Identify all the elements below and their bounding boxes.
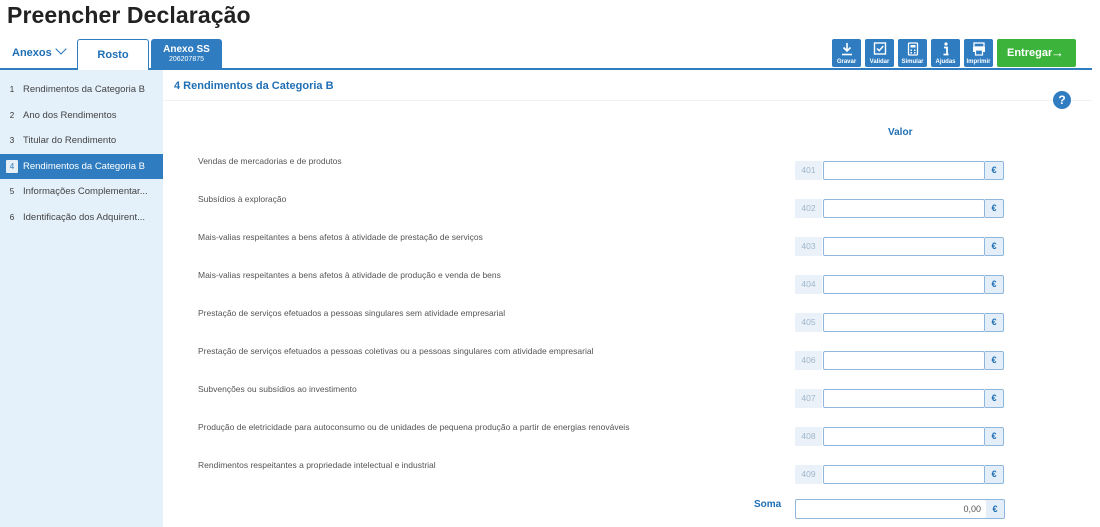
form-row-407: [198, 384, 1004, 422]
sidebar-item-informacoes-complementares[interactable]: [0, 179, 163, 205]
field-label: Subsídios à exploração: [198, 194, 287, 204]
value-input-401[interactable]: [823, 161, 985, 180]
euro-suffix: €: [985, 427, 1004, 446]
sidebar: [0, 70, 163, 527]
arrow-right-icon: →: [1051, 45, 1064, 60]
euro-suffix: €: [985, 351, 1004, 370]
entregar-button[interactable]: [997, 39, 1076, 67]
validar-label: Validar: [869, 59, 890, 65]
field-code: 403: [795, 237, 822, 256]
page-title: Preencher Declaração: [7, 2, 251, 28]
value-input-402[interactable]: [823, 199, 985, 218]
sidebar-item-number: 5: [9, 187, 15, 197]
euro-suffix: €: [985, 161, 1004, 180]
form-row-403: [198, 232, 1004, 270]
sidebar-item-label: Ano dos Rendimentos: [23, 109, 117, 121]
value-input-407[interactable]: [823, 389, 985, 408]
sidebar-item-label: Rendimentos da Categoria B: [23, 84, 145, 96]
euro-suffix: €: [985, 389, 1004, 408]
checkbox-icon: [873, 42, 886, 55]
tab-anexo-ss-label: Anexo SS: [163, 44, 210, 55]
value-input-406[interactable]: [823, 351, 985, 370]
field-code: 405: [795, 313, 822, 332]
section-divider: [163, 100, 1092, 101]
ajudas-label: Ajudas: [935, 59, 956, 65]
sidebar-item-label: Titular do Rendimento: [23, 135, 117, 147]
chevron-down-icon: [55, 43, 66, 54]
sidebar-item-rendimentos-categoria-b-active[interactable]: [0, 154, 163, 180]
field-code: 409: [795, 465, 822, 484]
tab-anexo-ss[interactable]: [151, 39, 222, 70]
toolbar: [832, 39, 993, 67]
field-code: 401: [795, 161, 822, 180]
sidebar-item-rendimentos-categoria-b[interactable]: [0, 77, 163, 103]
form-row-409: [198, 460, 1004, 498]
field-code: 402: [795, 199, 822, 218]
field-label: Rendimentos respeitantes a propriedade intelectual e industrial: [198, 460, 436, 470]
field-code: 406: [795, 351, 822, 370]
printer-icon: [972, 42, 986, 56]
field-label: Prestação de serviços efetuados a pessoas coletivas ou a pessoas singulares com atividade empresarial: [198, 346, 594, 356]
euro-suffix: €: [985, 275, 1004, 294]
field-label: Prestação de serviços efetuados a pessoas singulares sem atividade empresarial: [198, 308, 506, 318]
download-icon: [841, 42, 853, 56]
validar-button[interactable]: [865, 39, 894, 67]
form-row-408: [198, 422, 1004, 460]
euro-suffix: €: [985, 313, 1004, 332]
section-title: 4 Rendimentos da Categoria B: [174, 80, 334, 92]
imprimir-button[interactable]: [964, 39, 993, 67]
sidebar-item-ano-rendimentos[interactable]: [0, 103, 163, 129]
simular-button[interactable]: [898, 39, 927, 67]
sidebar-item-titular-rendimento[interactable]: [0, 128, 163, 154]
value-input-408[interactable]: [823, 427, 985, 446]
valor-column-header: Valor: [888, 127, 913, 138]
field-label: Produção de eletricidade para autoconsumo ou de unidades de pequena produção a partir de energias renováveis: [198, 422, 630, 432]
euro-suffix: €: [985, 465, 1004, 484]
form-row-401: [198, 156, 1004, 194]
field-code: 407: [795, 389, 822, 408]
field-label: Mais-valias respeitantes a bens afetos à atividade de produção e venda de bens: [198, 270, 501, 280]
form-row-404: [198, 270, 1004, 308]
info-icon: [942, 42, 950, 56]
soma-value: 0,00: [795, 499, 987, 519]
tab-rosto[interactable]: Rosto: [77, 39, 149, 70]
sidebar-item-label: Rendimentos da Categoria B: [23, 160, 145, 172]
value-input-409[interactable]: [823, 465, 985, 484]
field-code: 408: [795, 427, 822, 446]
imprimir-label: Imprimir: [966, 59, 991, 65]
sidebar-item-label: Identificação dos Adquirent...: [23, 211, 145, 223]
field-label: Mais-valias respeitantes a bens afetos à atividade de prestação de serviços: [198, 232, 483, 242]
calculator-icon: [907, 42, 918, 56]
field-label: Subvenções ou subsídios ao investimento: [198, 384, 357, 394]
gravar-button[interactable]: [832, 39, 861, 67]
sidebar-item-label: Informações Complementar...: [23, 186, 148, 198]
soma-label: Soma: [754, 499, 782, 510]
sidebar-item-number: 6: [9, 212, 15, 222]
sidebar-item-number: 2: [9, 110, 15, 120]
form-row-402: [198, 194, 1004, 232]
form-row-405: [198, 308, 1004, 346]
soma-row: [754, 498, 1006, 522]
value-input-404[interactable]: [823, 275, 985, 294]
form-row-406: [198, 346, 1004, 384]
help-icon[interactable]: ?: [1053, 91, 1071, 109]
anexos-label: Anexos: [12, 47, 52, 59]
euro-suffix: €: [985, 199, 1004, 218]
ajudas-button[interactable]: [931, 39, 960, 67]
anexos-dropdown[interactable]: [12, 47, 65, 59]
euro-suffix: €: [986, 499, 1005, 519]
value-input-405[interactable]: [823, 313, 985, 332]
value-input-403[interactable]: [823, 237, 985, 256]
sidebar-item-number: 4: [6, 160, 18, 173]
field-label: Vendas de mercadorias e de produtos: [198, 156, 342, 166]
tab-anexo-ss-number: 206207875: [168, 56, 205, 63]
sidebar-item-number: 1: [9, 85, 15, 95]
simular-label: Simular: [901, 59, 924, 65]
gravar-label: Gravar: [836, 59, 857, 65]
sidebar-item-identificacao-adquirentes[interactable]: [0, 205, 163, 231]
field-code: 404: [795, 275, 822, 294]
entregar-label: Entregar: [1007, 47, 1053, 59]
sidebar-item-number: 3: [9, 136, 15, 146]
euro-suffix: €: [985, 237, 1004, 256]
